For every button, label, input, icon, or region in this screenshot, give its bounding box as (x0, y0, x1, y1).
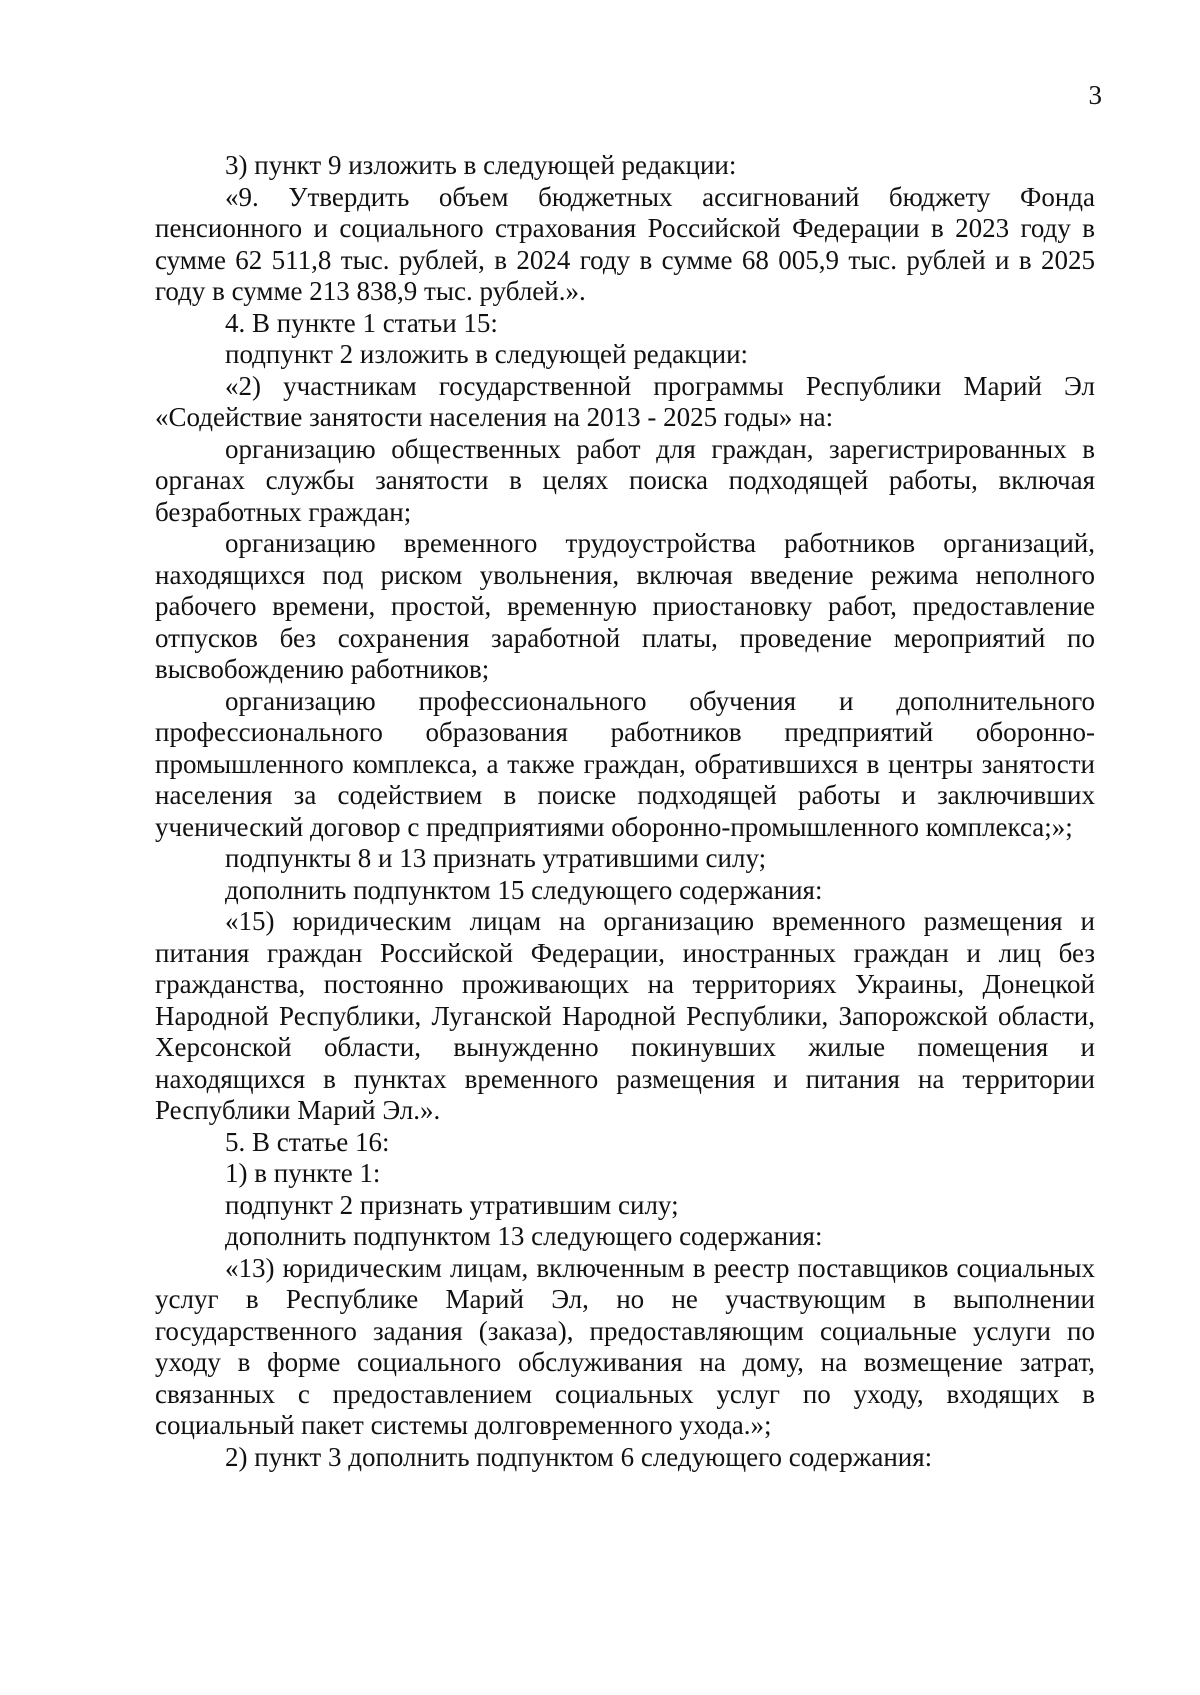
paragraph-professional-training: организацию профессионального обучения и дополнительного профессионального образования работников предприятий оборонно-промышленного комплекса, а также граждан, обратившихся в центры занятости населения за содействием в поиске подходящей работы и заключивших ученический договор с предприятиями оборонно-промышленного комплекса;»; (155, 685, 1095, 842)
paragraph-subitem-15-text: «15) юридическим лицам на организацию временного размещения и питания граждан Российской Федерации, иностранных граждан и лиц без гражданства, постоянно проживающих на территориях Украины, Донецкой Народной Республики, Луганской Народной Республики, Запорожской области, Херсонской области, вынужденно покинувших жилые помещения и находящихся в пунктах временного размещения и питания на территории Республики Марий Эл.». (155, 906, 1095, 1125)
paragraph-item-9-heading: 3) пункт 9 изложить в следующей редакции: (225, 150, 737, 180)
page-number: 3 (1088, 80, 1102, 110)
paragraph-subitem-2-heading: подпункт 2 изложить в следующей редакции: (225, 339, 749, 369)
paragraph-item-9-text: «9. Утвердить объем бюджетных ассигнований бюджету Фонда пенсионного и социального страхования Российской Федерации в 2023 году в сумме 62 511,8 тыс. рублей, в 2024 году в сумме 68 005,9 тыс. рублей и в 2025 году в сумме 213 838,9 тыс. рублей.». (155, 181, 1095, 306)
paragraph-section-4: 4. В пункте 1 статьи 15: (225, 307, 498, 338)
paragraph-public-works: организацию общественных работ для граждан, зарегистрированных в органах службы занятости в целях поиска подходящей работы, включая безработных граждан; (155, 433, 1095, 527)
paragraph-add-subitem-15: дополнить подпунктом 15 следующего содержания: (225, 874, 823, 905)
paragraph-subitem-13-text: «13) юридическим лицам, включенным в реестр поставщиков социальных услуг в Республике Марий Эл, но не участвующим в выполнении государственного задания (заказа), предоставляющим социальные услуги по уходу в форме социального обслуживания на дому, на возмещение затрат, связанных с предоставлением социальных услуг по уходу, входящих в социальный пакет системы долговременного ухода.»; (155, 1252, 1095, 1440)
paragraph-subitem-2-text: «2) участникам государственной программы Республики Марий Эл «Содействие занятости населения на 2013 - 2025 годы» на: (155, 370, 1095, 432)
paragraph-subitems-8-13: подпункты 8 и 13 признать утратившими силу; (225, 843, 767, 873)
paragraph-section-5: 5. В статье 16: (225, 1126, 390, 1157)
paragraph-item-1: 1) в пункте 1: (225, 1158, 381, 1188)
paragraph-add-subitem-13: дополнить подпунктом 13 следующего содержания: (225, 1221, 823, 1251)
document-body (155, 150, 1095, 1473)
paragraph-item-3-add-6: 2) пункт 3 дополнить подпунктом 6 следующего содержания: (225, 1441, 933, 1472)
paragraph-subitem-2-void: подпункт 2 признать утратившим силу; (225, 1189, 679, 1220)
paragraph-temporary-employment: организацию временного трудоустройства работников организаций, находящихся под риском увольнения, включая введение режима неполного рабочего времени, простой, временную приостановку работ, предоставление отпусков без сохранения заработной платы, проведение мероприятий по высвобождению работников; (155, 528, 1095, 684)
